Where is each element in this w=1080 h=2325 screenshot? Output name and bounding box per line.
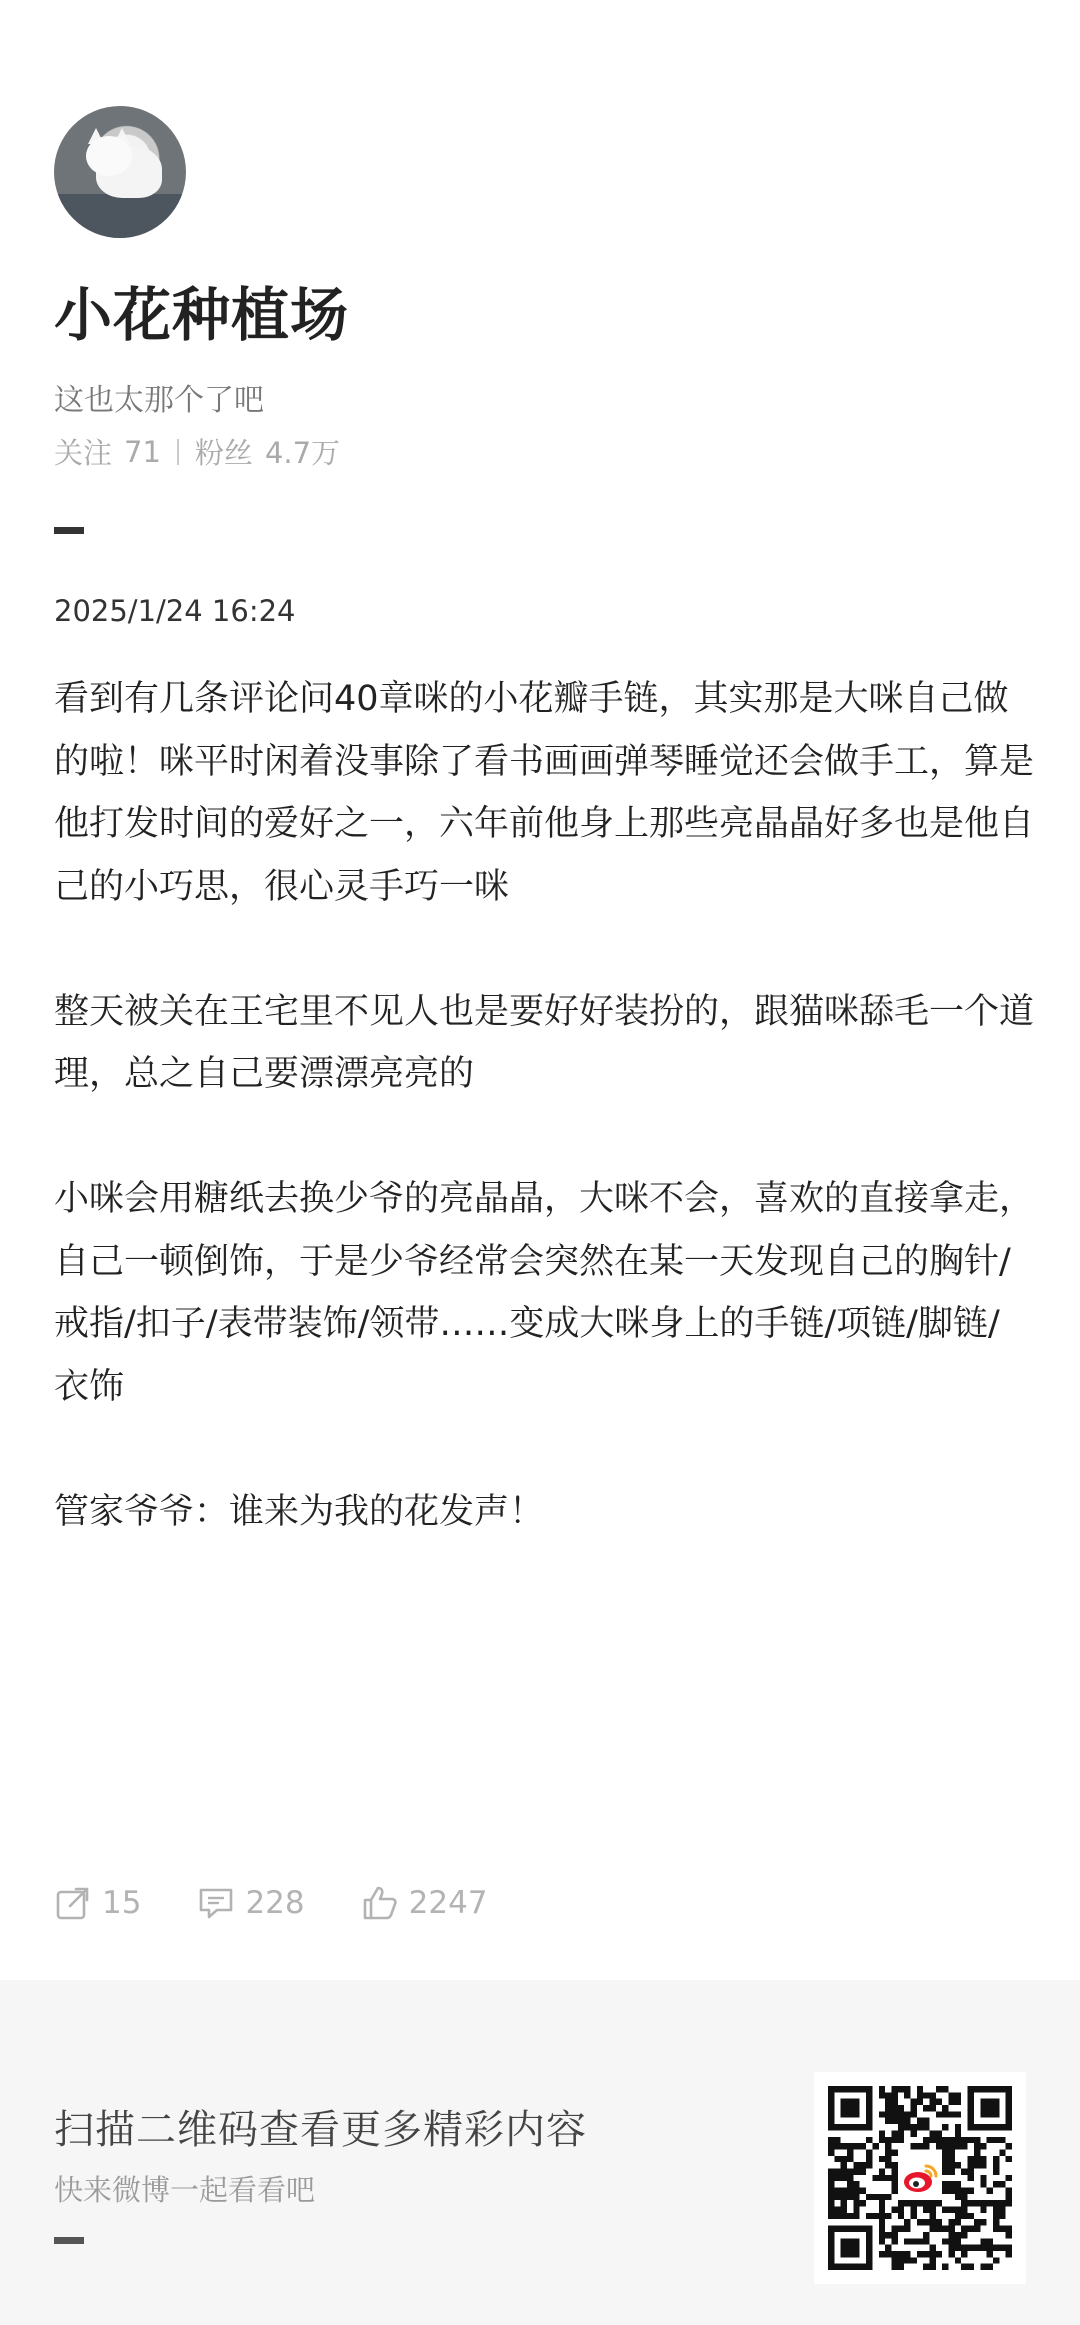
comment-count: 228	[245, 1885, 305, 1921]
like-button[interactable]	[361, 1884, 488, 1922]
followers-label: 粉丝	[194, 436, 253, 470]
post-content	[54, 668, 1034, 1543]
stats-divider	[177, 439, 179, 465]
avatar[interactable]	[54, 106, 186, 238]
following-label: 关注	[54, 436, 113, 470]
footer-dash	[54, 2237, 84, 2244]
comment-button[interactable]	[197, 1884, 304, 1922]
post-timestamp: 2025/1/24 16:24	[54, 594, 296, 628]
followers-count: 4.7万	[264, 436, 341, 470]
footer-subtitle: 快来微博一起看看吧	[54, 2173, 316, 2207]
following-count: 71	[124, 434, 161, 469]
post-paragraph: 小咪会用糖纸去换少爷的亮晶晶，大咪不会，喜欢的直接拿走，自己一顿倒饰，于是少爷经常会突然在某一天发现自己的胸针/戒指/扣子/表带装饰/领带……变成大咪身上的手链/项链/脚链/衣饰	[54, 1179, 1035, 1407]
user-bio: 这也太那个了吧	[54, 383, 264, 418]
qr-code[interactable]	[814, 2072, 1026, 2284]
post-actions	[54, 1884, 544, 1922]
user-name[interactable]: 小花种植场	[54, 281, 350, 349]
weibo-logo-icon	[900, 2158, 940, 2198]
post-paragraph: 看到有几条评论问40章咪的小花瓣手链，其实那是大咪自己做的啦！咪平时闲着没事除了看书画画弹琴睡觉还会做手工，算是他打发时间的爱好之一，六年前他身上那些亮晶晶好多也是他自己的小巧思，很心灵手巧一咪	[54, 679, 1035, 907]
user-stats	[54, 431, 340, 472]
repost-button[interactable]	[54, 1884, 141, 1922]
divider-dash	[54, 527, 84, 534]
comment-icon	[197, 1884, 235, 1922]
thumbs-up-icon	[361, 1884, 399, 1922]
post-paragraph: 管家爷爷：谁来为我的花发声！	[54, 1491, 545, 1532]
repost-count: 15	[102, 1885, 142, 1921]
post-paragraph: 整天被关在王宅里不见人也是要好好装扮的，跟猫咪舔毛一个道理，总之自己要漂漂亮亮的	[54, 991, 1035, 1094]
repost-icon	[54, 1884, 92, 1922]
like-count: 2247	[408, 1885, 488, 1921]
footer-title: 扫描二维码查看更多精彩内容	[54, 2107, 587, 2153]
